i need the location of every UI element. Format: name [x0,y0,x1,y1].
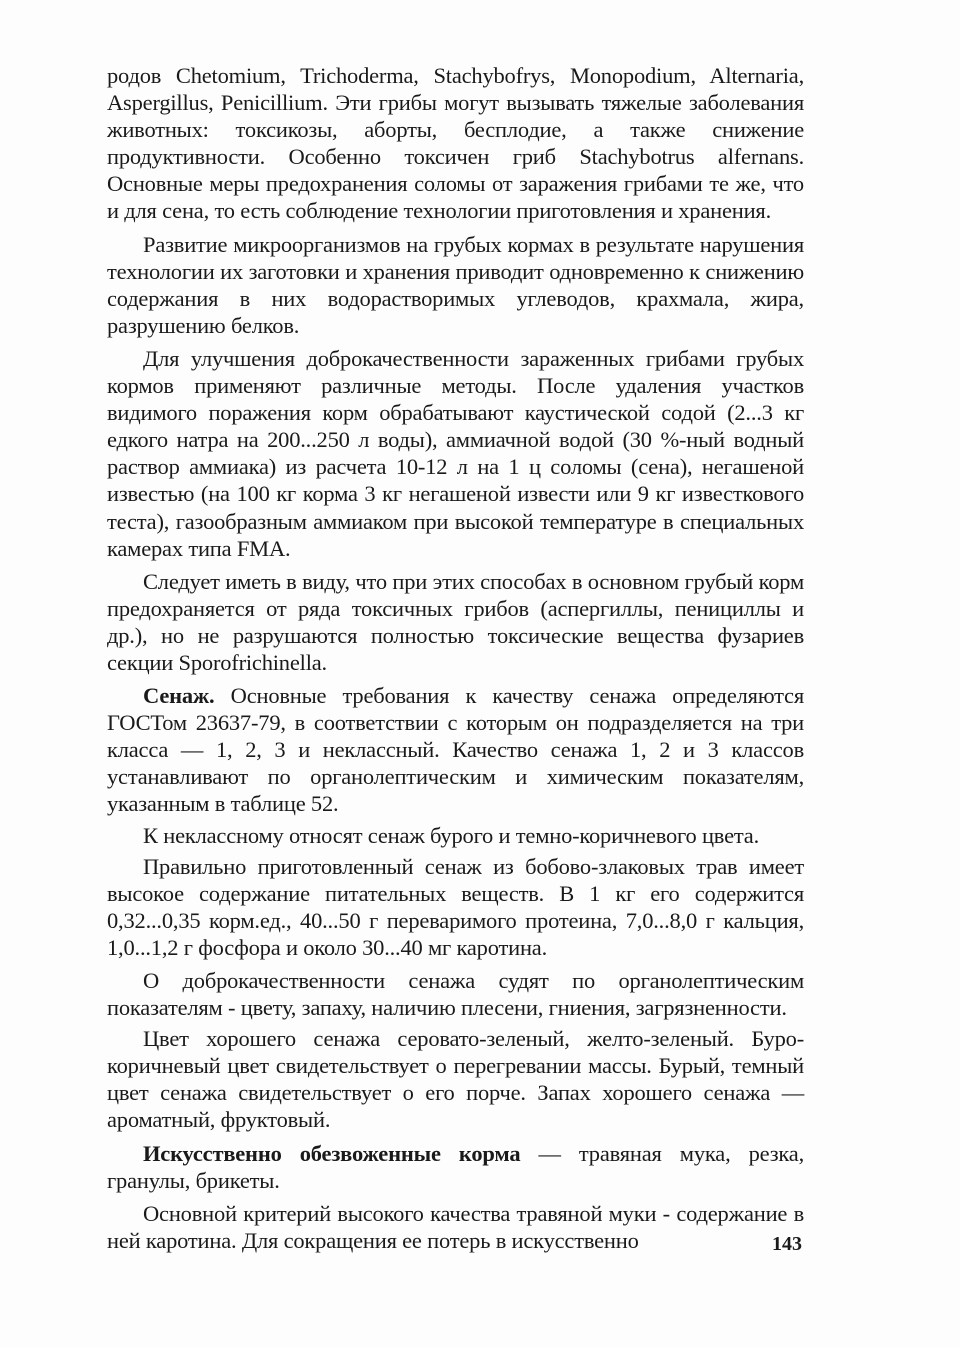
paragraph-fungi-list [107,62,804,225]
paragraph-text: К неклассному относят сенаж бурого и темно-коричневого цвета. [143,822,759,848]
paragraph-carotene [107,1200,804,1254]
body-text [107,62,804,1254]
paragraph-toxic-fungi [107,568,804,676]
paragraph-microorganisms [107,231,804,339]
paragraph-color [107,1025,804,1133]
paragraph-nutrients [107,853,804,961]
run-in-heading-dehydrated: Искусственно обезвоженные корма [143,1140,521,1166]
paragraph-nonclass [107,822,804,849]
paragraph-text: Основной критерий высокого качества травяной муки - содержание в ней каротина. Для сокращения ее потерь в искусственно [107,1200,804,1253]
paragraph-senazh [107,682,804,817]
paragraph-organoleptic [107,967,804,1021]
paragraph-text: Следует иметь в виду, что при этих способах в основном грубый корм предохраняется от ряда токсичных грибов (аспергиллы, пенициллы и др.), но не разрушаются полностью токсические вещества фузариев секции Sporofrichinella. [107,568,804,675]
paragraph-treatment-methods [107,345,804,562]
paragraph-text: — травяная мука, резка, гранулы, брикеты. [107,1140,805,1193]
paragraph-dehydrated-feeds [107,1140,804,1194]
paragraph-text: Основные требования к качеству сенажа определяются ГОСТом 23637-79, в соответствии с которым он подразделяется на три класса — 1, 2, 3 и неклассный. Качество сенажа 1, 2 и 3 классов устанавливают по органолептическим и химическим показателям, указанным в таблице 52. [107,683,804,817]
page-number: 143 [772,1233,802,1255]
paragraph-text: Правильно приготовленный сенаж из бобово-злаковых трав имеет высокое содержание питательных веществ. В 1 кг его содержится 0,32...0,35 корм.ед., 40...50 г переваримого протеина, 7,0...8,0 г кальция, 1,0...1,2 г фосфора и около 30...40 мг каротина. [107,853,804,960]
paragraph-text: Для улучшения доброкачественности зараженных грибами грубых кормов применяют различные методы. После удаления участков видимого поражения корм обрабатывают каустической содой (2...3 кг едкого натра на 200...250 л воды), аммиачной водой (30 %-ный водный раствор аммиака) из расчета 10-12 л на 1 ц соломы (сена), негашеной известью (на 100 кг корма 3 кг негашеной извести или 9 кг известкового теста), газообразным аммиаком при высокой температуре в специальных камерах типа FMA. [107,345,804,561]
run-in-heading-senazh: Сенаж. [143,683,215,709]
paragraph-text: родов Chetomium, Trichoderma, Stachybofrys, Monopodium, Alternaria, Aspergillus, Penicillium. Эти грибы могут вызывать тяжелые заболевания животных: токсикозы, аборты, бесплодие, а также снижение продуктивности. Особенно токсичен гриб Stachybotrus alfernans. Основные меры предохранения соломы от заражения грибами те же, что и для сена, то есть соблюдение технологии приготовления и хранения. [107,63,804,224]
paragraph-text: Развитие микроорганизмов на грубых кормах в результате нарушения технологии их заготовки и хранения приводит одновременно к снижению содержания в них водорастворимых углеводов, крахмала, жира, разрушению белков. [107,231,804,338]
paragraph-text: Цвет хорошего сенажа серовато-зеленый, желто-зеленый. Буро-коричневый цвет свидетельствует о перегревании массы. Бурый, темный цвет сенажа свидетельствует о его порче. Запах хорошего сенажа — ароматный, фруктовый. [107,1026,804,1133]
paragraph-text: О доброкачественности сенажа судят по органолептическим показателям - цвету, запаху, наличию плесени, гниения, загрязненности. [107,968,804,1021]
